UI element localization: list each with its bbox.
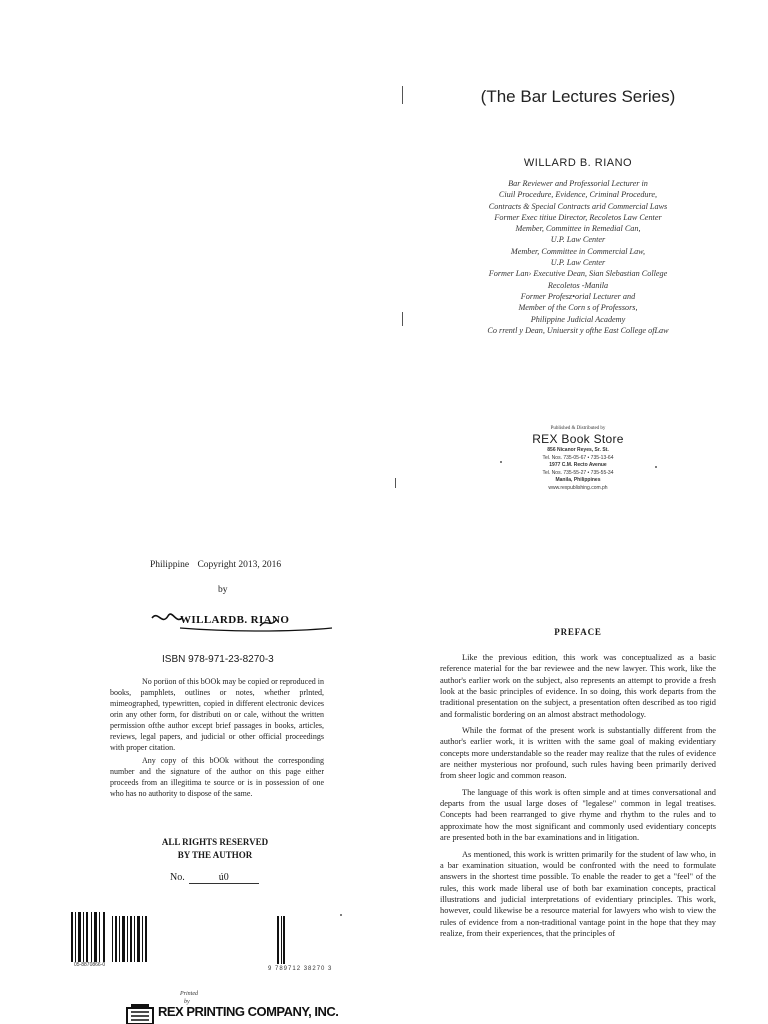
preface-paragraph: While the format of the present work is substantially different from the author's earlier work, it is written with the same goal of making evidentiary concepts more understandable so the reader may realize that the rules of evidence are neither mysterious nor profound, such rules having been primarily derived from sheer logic and common reason. [440,726,716,781]
rights-reserved [160,836,270,862]
printed-label: Printed [180,991,198,997]
credential-line: Bar Reviewer and Professorial Lecturer in [508,179,648,188]
credential-line: Former Exec titiue Director, Recoletos Law Center [494,212,662,222]
rights-line: BY THE AUTHOR [177,850,253,860]
notice-paragraph: No porüon of this bOOk may be copied or reproduced in books, pamphlets, outlines or notes, whether prlnted, mimeographed, typewritten, copied in different electronic devices orin any other form, for distributi on or cale, without the written permission ofthe author except brief passages in books, articles, reviews, legal papers, and judicial or other official proceedings with proper citation. [110,677,324,752]
publisher-website: www.rexpublishing.com.ph [548,484,608,491]
credential-line: U.P. Law Center [550,235,606,245]
copyright-notice [110,676,324,799]
publisher-city: Manila, Philippines [555,477,601,483]
notice-paragraph: Any copy of this bOOk without the corresponding number and the signature of the author on this page either proceeds from an illegitima te source or is in possession of one who has no authority to dispose of the same. [110,756,324,798]
barcode-icon [276,916,286,966]
scan-dot [340,914,342,916]
credential-line: Philippine Judicial Academy [530,314,626,324]
preface-paragraph: As mentioned, this work is written primarily for the student of law who, in a bar examination situation, would be confronted with the need to formulate answers in the shortest time possible. To enable the reader to get a "feel" of the rules, this work made liberal use of both bar examination concepts, practical illustrations and judicial interpretations of evidentiary principles. This work, however, could likewise be a resource material for lawyers who wish to view the rules of evidence from a non-traditional vantage point in the hope that they may realize, from their experiences, that the principles of [440,849,716,938]
copyright-line [150,560,287,570]
by-label: by [218,585,228,595]
publisher-address: 1977 C.M. Recto Avenue [549,462,607,468]
author-credentials [420,178,736,336]
credential-line: Former Lan› Executive Dean, Sian Slebastian College [488,269,668,279]
credential-line: Member, Committee in Remedial Can, [515,224,641,234]
scan-mark [395,478,396,488]
copy-number [170,872,259,884]
credential-line: U.P. Law Center [550,258,606,268]
credential-line: Member, Committee in Commercial Law, [510,246,646,256]
preface-paragraph: Like the previous edition, this work was conceptualized as a basic reference material for the bar reviewee and the new lawyer. This work, like the author's earlier work on the subject, also represents an attempt to provide a fresh look at the basic principles of evidence. In so doing, this work departs from the traditional presentation on the subject, a presentation often described as too rigid and formalistic bordering on an almost abstract methodology. [440,653,716,719]
copy-number-label: No. [170,872,185,883]
credential-line: Contracts & Special Contracts arid Commercial Laws [488,201,668,211]
author-signature [150,606,340,636]
publisher-phone: Tel. Nos. 735-55-27 • 735-55-34 [542,469,614,476]
copyright-country: Philippine [150,560,190,570]
copyright-years: Copyright 2013, 2016 [197,560,282,570]
publisher-address: 856 Nicanor Reyes, Sr. St. [547,447,609,453]
barcode-caption: 9 789712 38270 3 [268,966,333,972]
credential-line: Recoletos -Manila [547,280,609,290]
credential-line: Ciuil Procedure, Evidence, Criminal Procedure, [498,190,658,200]
preface-body [440,652,716,939]
preface-heading: PREFACE [554,627,602,637]
printed-label: by [184,999,190,1005]
rights-line: ALL RIGHTS RESERVED [161,837,269,847]
series-title: (The Bar Lectures Series) [480,87,676,106]
credential-line: Co rrentl y Dean, Uniuersit y ofthe East College ofLaw [487,325,669,335]
author-name: WILLARD B. RIANO [523,157,633,169]
printer-name: REX PRINTING COMPANY, INC. [158,1004,339,1019]
printer-logo-icon [125,1002,155,1024]
copy-number-value: ú0 [189,872,259,884]
publisher-name: REX Book Store [532,432,624,446]
scan-mark [402,312,403,326]
credential-line: Member of the Corn s of Professors, [518,303,638,313]
publisher-caption: Published & Distributed by [550,426,606,431]
preface-paragraph: The language of this work is often simple and at times conversational and departs from the usual large doses of "legalese" common in legal treatises. Concepts had been rearranged to give rhyme and rhythm to the rules and to approximate how the most significant and commonly used evidentiary concepts are presented both in the bar examinations and in litigation. [440,787,716,843]
signature-text: WILLARDB. RIANO [180,614,290,626]
publisher-block [470,426,686,492]
barcode-caption: 05-8870866-0 [74,962,106,968]
publisher-phone: Tel. Nos. 735-05-67 • 735-13-64 [542,454,614,461]
credential-line: Former Profesz•orial Lecturer and [520,291,636,301]
barcode-icon [70,912,150,964]
isbn: ISBN 978-971-23-8270-3 [162,654,274,665]
